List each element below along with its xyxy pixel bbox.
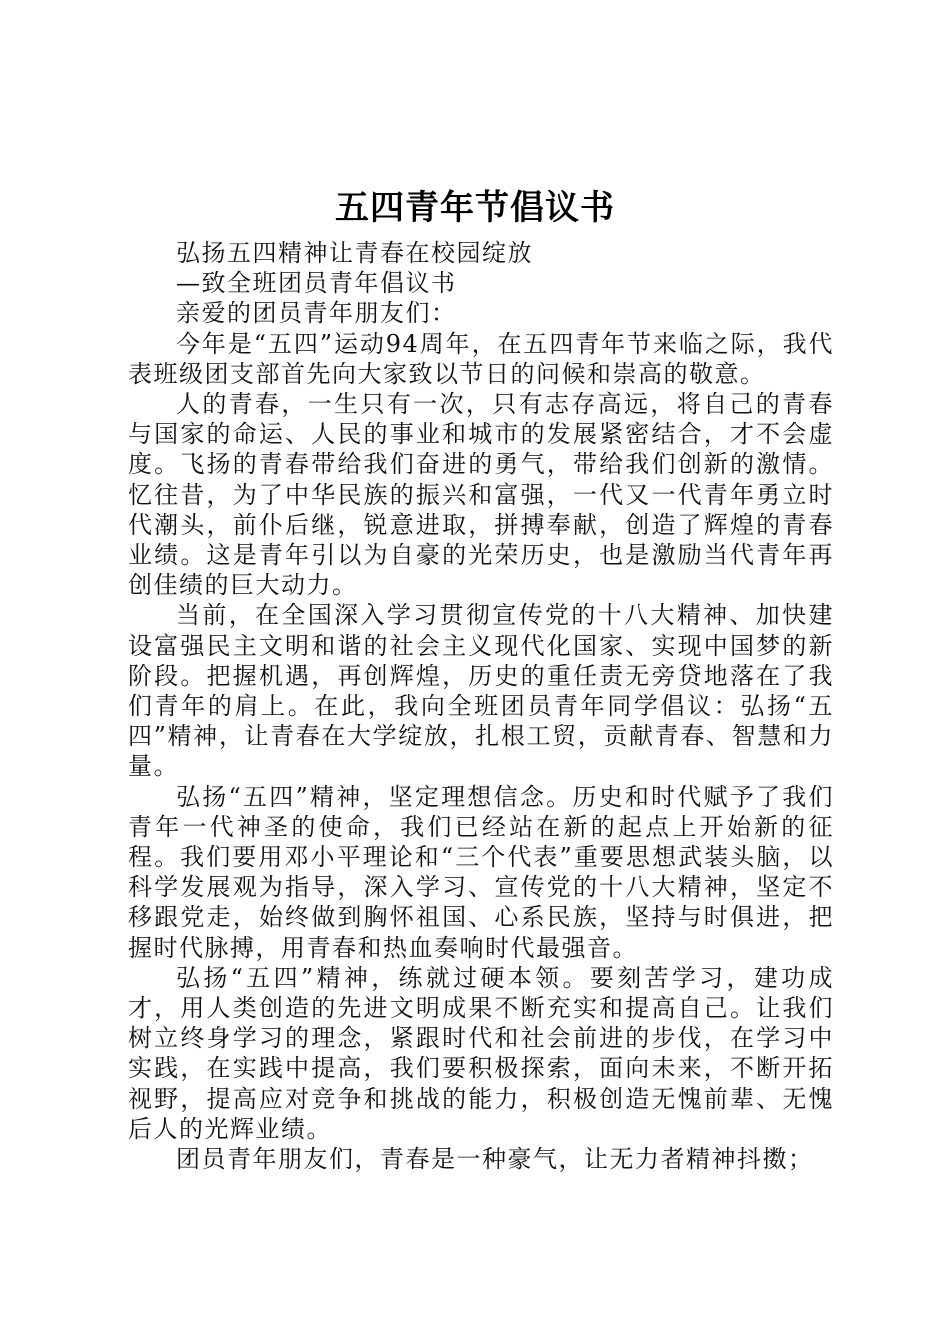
paragraph: 弘扬“五四”精神，坚定理想信念。历史和时代赋予了我们青年一代神圣的使命，我们已经站在新的起点上开始新的征程。我们要用邓小平理论和“三个代表”重要思想武装头脑，以科学发展观为指导，深入学习、宣传党的十八大精神，坚定不移跟党走，始终做到胸怀祖国、心系民族，坚持与时俱进，把握时代脉搏，用青春和热血奏响时代最强音。 [128,782,834,962]
paragraph: 今年是“五四”运动94周年，在五四青年节来临之际，我代表班级团支部首先向大家致以节日的问候和崇高的敬意。 [128,329,834,388]
paragraph: 团员青年朋友们，青春是一种豪气，让无力者精神抖擞； [176,1145,814,1174]
document-body [128,238,834,1174]
paragraph: 人的青春，一生只有一次，只有志存高远，将自己的青春与国家的命运、人民的事业和城市的发展紧密结合，才不会虚度。飞扬的青春带给我们奋进的勇气，带给我们创新的激情。忆往昔，为了中华民族的振兴和富强，一代又一代青年勇立时代潮头，前仆后继，锐意进取，拼搏奉献，创造了辉煌的青春业绩。这是青年引以为自豪的光荣历史，也是激励当代青年再创佳绩的巨大动力。 [128,390,834,600]
paragraph: 当前，在全国深入学习贯彻宣传党的十八大精神、加快建设富强民主文明和谐的社会主义现代化国家、实现中国梦的新阶段。把握机遇，再创辉煌，历史的重任责无旁贷地落在了我们青年的肩上。在此，我向全班团员青年同学倡议：弘扬“五四”精神，让青春在大学绽放，扎根工贸，贡献青春、智慧和力量。 [128,601,834,781]
document-title: 五四青年节倡议书 [335,188,615,228]
subtitle-line: 弘扬五四精神让青春在校园绽放 [176,239,533,267]
salutation: 亲爱的团员青年朋友们： [176,299,457,328]
paragraph: 弘扬“五四”精神，练就过硬本领。要刻苦学习，建功成才，用人类创造的先进文明成果不断充实和提高自己。让我们树立终身学习的理念，紧跟时代和社会前进的步伐，在学习中实践，在实践中提高，我们要积极探索，面向未来，不断开拓视野，提高应对竞争和挑战的能力，积极创造无愧前辈、无愧后人的光辉业绩。 [128,963,834,1143]
addressee-subtitle: —致全班团员青年倡议书 [176,269,457,298]
